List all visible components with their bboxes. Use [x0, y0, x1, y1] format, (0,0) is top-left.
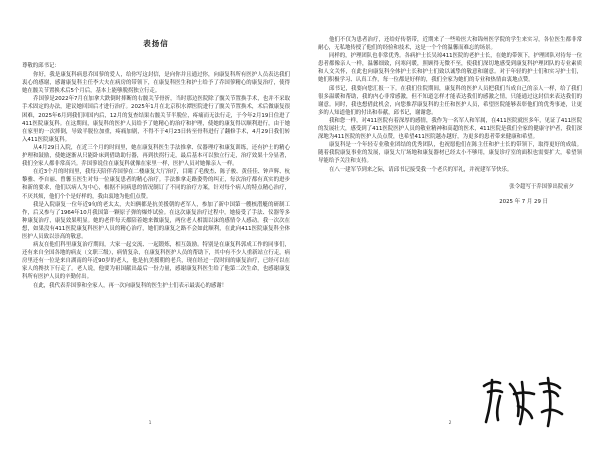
paragraph: 病友在他们科里康复治疗期间，大家一起交流、一起锻炼，相互鼓励。特别是在康复科郭成工作的同事们，还有来自全国各地的病友（文职三级），病情复杂，在康复科医护人员的帮助下，其中有不少人重新站立行走，病房里还有一位是来自湖南的年近90岁的老人，他是抗美援朝的老兵，现在经过一段时间的康复治疗，已经可以在家人的搀扶下行走了。老人说，他要为祖国献出最后一份力量，感谢康复科医生给了他第二次生命，也感谢康复科所有医护人员的辛勤付出。 — [22, 242, 290, 281]
paragraph: 乔国蓼是2022年7月在加拿大跌倒时摔断的右髋关节骨折，当时那边医院除了髋关节置换手术，也并不采取手术固定的办法，建议她回国后才进行治疗。2025年1月在北京积水潭医院进行了髋关节置换术，术后做康复很困难，2025年6月到我们回国内后，12月的复查结果右髋关节半脱位，疼痛而无法行走，于今年2月19日住进了411医院康复科。在这期间，康复科的医护人员给予了她精心的治疗和护理，使她的康复得以顺利进行，由于她在家里的一次摔倒，导致半脱位加重，疼痛加剧，不得不于4月23日转至骨科进行了翻修手术，4月29日我们转入411医院康复科。 — [22, 96, 290, 143]
signoff: 张令超写于乔国蓼出院前夕 — [509, 183, 574, 190]
paragraph: 我和您一样，对411医院有着深厚的感情，我作为一名军人和军属，在411医院就医多年，见证了411医院的发展壮大，感受到了411医院医护人员的敬业精神和高超的医术，411医院是我们全家的健康守护者，我们深深地为411医院的医护人员点赞，也希望411医院越办越好，为更多的患者带来健康和希望。 — [318, 117, 582, 141]
paragraph: 同样的，护理团队也非常优秀。各病护士长吴琼411医院的老护士长，在她的带领下，护理团队对待每一位患者都像亲人一样，温馨细致，问寒问暖，照顾得无微不至，使我们深切地感受到康复科护理团队的专业素质和人文关怀，在此也向康复科全体护士长和护士们致以诚挚的敬意和谢意。对于年轻的护士们和实习护士们，她们积极学习、认真工作，每一位都是好样的，我们全家为她们的专业和热情由衷地点赞。 — [318, 53, 582, 84]
paragraph: 我是入院康复一位年近9旬的老太太，夫妇俩都是抗美援朝的老军人，参加了新中国第一艘核潜艇的研制工作，后又参与了1964年10月我国第一颗原子弹的爆炸试验。在这次康复治疗过程中，她接受了手法、仪器等多种康复治疗，康复效果明显。她的老伴每天都陪着她来做康复，两位老人相濡以沫的感情令人感动。我一次次在想，如果没有411医院康复科医护人员的精心治疗，她们的康复之路不会如此顺利，在此向411医院康复科全体医护人员致以崇高的敬意。 — [22, 201, 290, 240]
paragraph: 他们不仅为患者治疗，还给好传帮带，近期来了一些哈医大和锦州医学院的学生来实习，各位医生都非常耐心，无私地传授了他们的经验和技术，这是一个个的温馨而难忘的场景。 — [318, 37, 582, 52]
letter-title: 表扬信 — [143, 39, 169, 48]
handwritten-signature — [478, 372, 568, 430]
paragraph: 邱书记，我要向您汇报一下。在我们住院期间，康复科的医护人员把我们当成自己的亲人一样，给了我们很多温暖和帮助，我的内心非常感激，但不知道怎样才能表达我们的感激之情，只能通过这封信来表达我们的谢意。同时，我也想借此机会，向您推荐康复科的主任和医护人员，希望医院能够表彰他们的优秀事迹，让更多的人知道他们的付出和奉献，邱书记，谢谢您。 — [318, 85, 582, 116]
letter-page-2 — [300, 0, 600, 450]
paragraph: 在近3个月的时间里，我每天陪伴乔国蓼在二楼康复大厅治疗，目睹了毛俊杰、陈子骏、黄佳佳、钟声辉、杭黎雅、李自丽、曾馨玉医生对每一位康复患者的精心治疗。手法推拿走路姿势的纠正，每次治疗都有真实的进步和新的要求，他们以病人为中心，根据不同病患的情况制订了不同的治疗方案，针对每个病人的特点精心治疗，不厌其烦，他们个个是好样的，我由衷地为他们点赞。 — [22, 169, 290, 200]
paragraph: 康复科是一个年轻专业敬业团结的优秀团队，也祝愿他们在陈主任和护士长的带领下，取得更好的成绩。随着我院康复事业的发展，康复大厅场地和康复器材已经太小不够用，康复诊疗室的面积也需要扩大，希望领导能给予关注和支持。 — [318, 142, 582, 165]
paragraph: 在八一建军节到来之际，请邱书记接受我一个老兵的军礼，并祝建军节快乐。 — [329, 166, 513, 173]
paragraph: 在此，我代表乔国蓼和全家人，再一次向康复科的医生护士们表示最衷心的感谢！ — [33, 282, 228, 289]
page-number: 2 — [448, 421, 452, 426]
paragraph: 从4月29日入院，在近三个月的时间里，她在康复科医生手法推拿、仪器理疗和康复训练，还有护士的精心护理和鼓励，使她逐渐从只能卧床到借助助行器，再到扶拐行走，最后基本可以独立行走，治疗效果十分显著，我们全家人都非常高兴。乔国蓼说住在康复科就像在家里一样，医护人员对她像亲人一样。 — [22, 144, 290, 168]
salutation: 尊敬的邱书记： — [22, 63, 60, 69]
letter-date: 2025 年 7 月 29 日 — [499, 198, 548, 205]
page-number: 1 — [148, 421, 152, 426]
paragraph: 你好，我是康复科病患乔国蓼的爱人，给你写这封信，是向你并且通过你，向康复科所有医护人员表达我们衷心的感谢，感谢康复科主任李大夫在病房的带领下，在康复科医生和护士给予了乔国蓼精心的康复治疗，使得她在髋关节置换术后5个月后，基本上能够脱拐独立行走。 — [22, 72, 290, 95]
